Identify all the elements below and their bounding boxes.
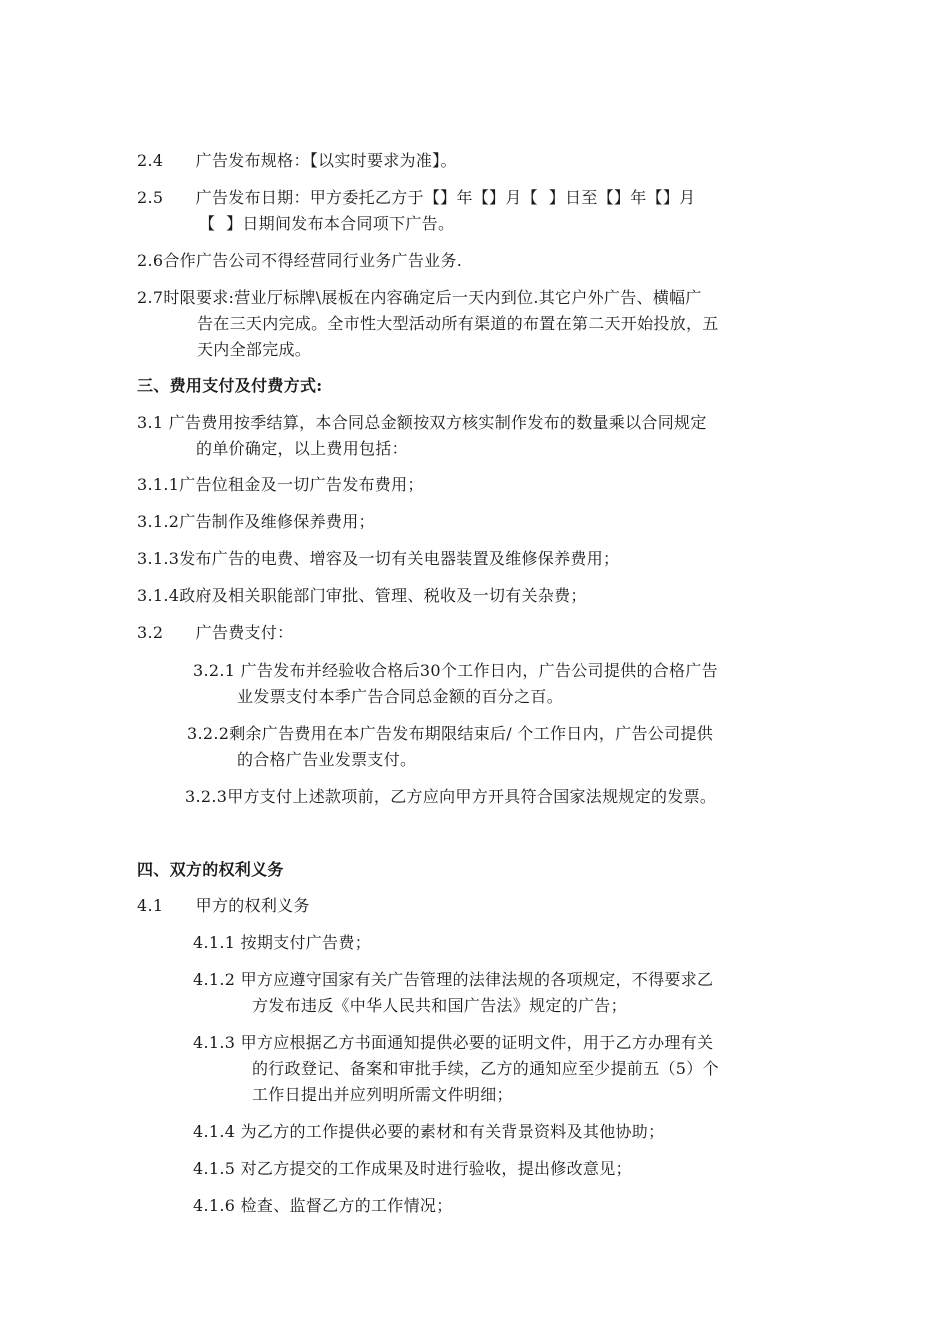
clause-2-7-cont-2: 天内全部完成。 <box>197 340 312 359</box>
clause-3-2: 3.2 广告费支付： <box>137 623 294 642</box>
clause-3-1: 3.1 广告费用按季结算，本合同总金额按双方核实制作发布的数量乘以合同规定 <box>137 413 707 432</box>
section-4-heading: 四、双方的权利义务 <box>137 860 284 879</box>
clause-4-1-2-cont: 方发布违反《中华人民共和国广告法》规定的广告； <box>252 996 627 1015</box>
clause-3-2-2: 3.2.2剩余广告费用在本广告发布期限结束后/ 个工作日内，广告公司提供 <box>187 724 713 743</box>
clause-2-5-cont: 【 】日期间发布本合同项下广告。 <box>199 214 455 233</box>
clause-2-7-cont-1: 告在三天内完成。全市性大型活动所有渠道的布置在第二天开始投放，五 <box>197 314 719 333</box>
clause-3-2-2-cont: 的合格广告业发票支付。 <box>237 750 417 769</box>
clause-2-4: 2.4 广告发布规格：【以实时要求为准】。 <box>137 151 457 170</box>
clause-3-1-4: 3.1.4政府及相关职能部门审批、管理、税收及一切有关杂费； <box>137 586 587 605</box>
clause-3-1-2: 3.1.2广告制作及维修保养费用； <box>137 512 375 531</box>
clause-3-1-cont: 的单价确定，以上费用包括： <box>196 439 408 458</box>
clause-4-1-5: 4.1.5 对乙方提交的工作成果及时进行验收，提出修改意见； <box>193 1159 632 1178</box>
clause-3-2-1: 3.2.1 广告发布并经验收合格后30个工作日内，广告公司提供的合格广告 <box>193 661 718 680</box>
clause-2-5: 2.5 广告发布日期：甲方委托乙方于【】年【】月【 】日至【】年【】月 <box>137 188 696 207</box>
clause-4-1-1: 4.1.1 按期支付广告费； <box>193 933 371 952</box>
clause-4-1-4: 4.1.4 为乙方的工作提供必要的素材和有关背景资料及其他协助； <box>193 1122 665 1141</box>
clause-2-6: 2.6合作广告公司不得经营同行业务广告业务. <box>137 251 463 270</box>
clause-3-2-1-cont: 业发票支付本季广告合同总金额的百分之百。 <box>237 687 564 706</box>
clause-4-1-2: 4.1.2 甲方应遵守国家有关广告管理的法律法规的各项规定，不得要求乙 <box>193 970 714 989</box>
clause-3-2-3: 3.2.3甲方支付上述款项前，乙方应向甲方开具符合国家法规规定的发票。 <box>185 787 717 806</box>
clause-4-1-3-cont-1: 的行政登记、备案和审批手续，乙方的通知应至少提前五（5）个 <box>252 1059 719 1078</box>
section-3-heading: 三、费用支付及付费方式: <box>137 376 323 395</box>
clause-4-1-3-cont-2: 工作日提出并应列明所需文件明细； <box>252 1085 513 1104</box>
clause-4-1: 4.1 甲方的权利义务 <box>137 896 310 915</box>
clause-3-1-1: 3.1.1广告位租金及一切广告发布费用； <box>137 475 424 494</box>
clause-2-7: 2.7时限要求:营业厅标牌\展板在内容确定后一天内到位.其它户外广告、横幅广 <box>137 288 702 307</box>
clause-4-1-3: 4.1.3 甲方应根据乙方书面通知提供必要的证明文件，用于乙方办理有关 <box>193 1033 714 1052</box>
clause-3-1-3: 3.1.3发布广告的电费、增容及一切有关电器装置及维修保养费用； <box>137 549 620 568</box>
clause-4-1-6: 4.1.6 检查、监督乙方的工作情况； <box>193 1196 453 1215</box>
